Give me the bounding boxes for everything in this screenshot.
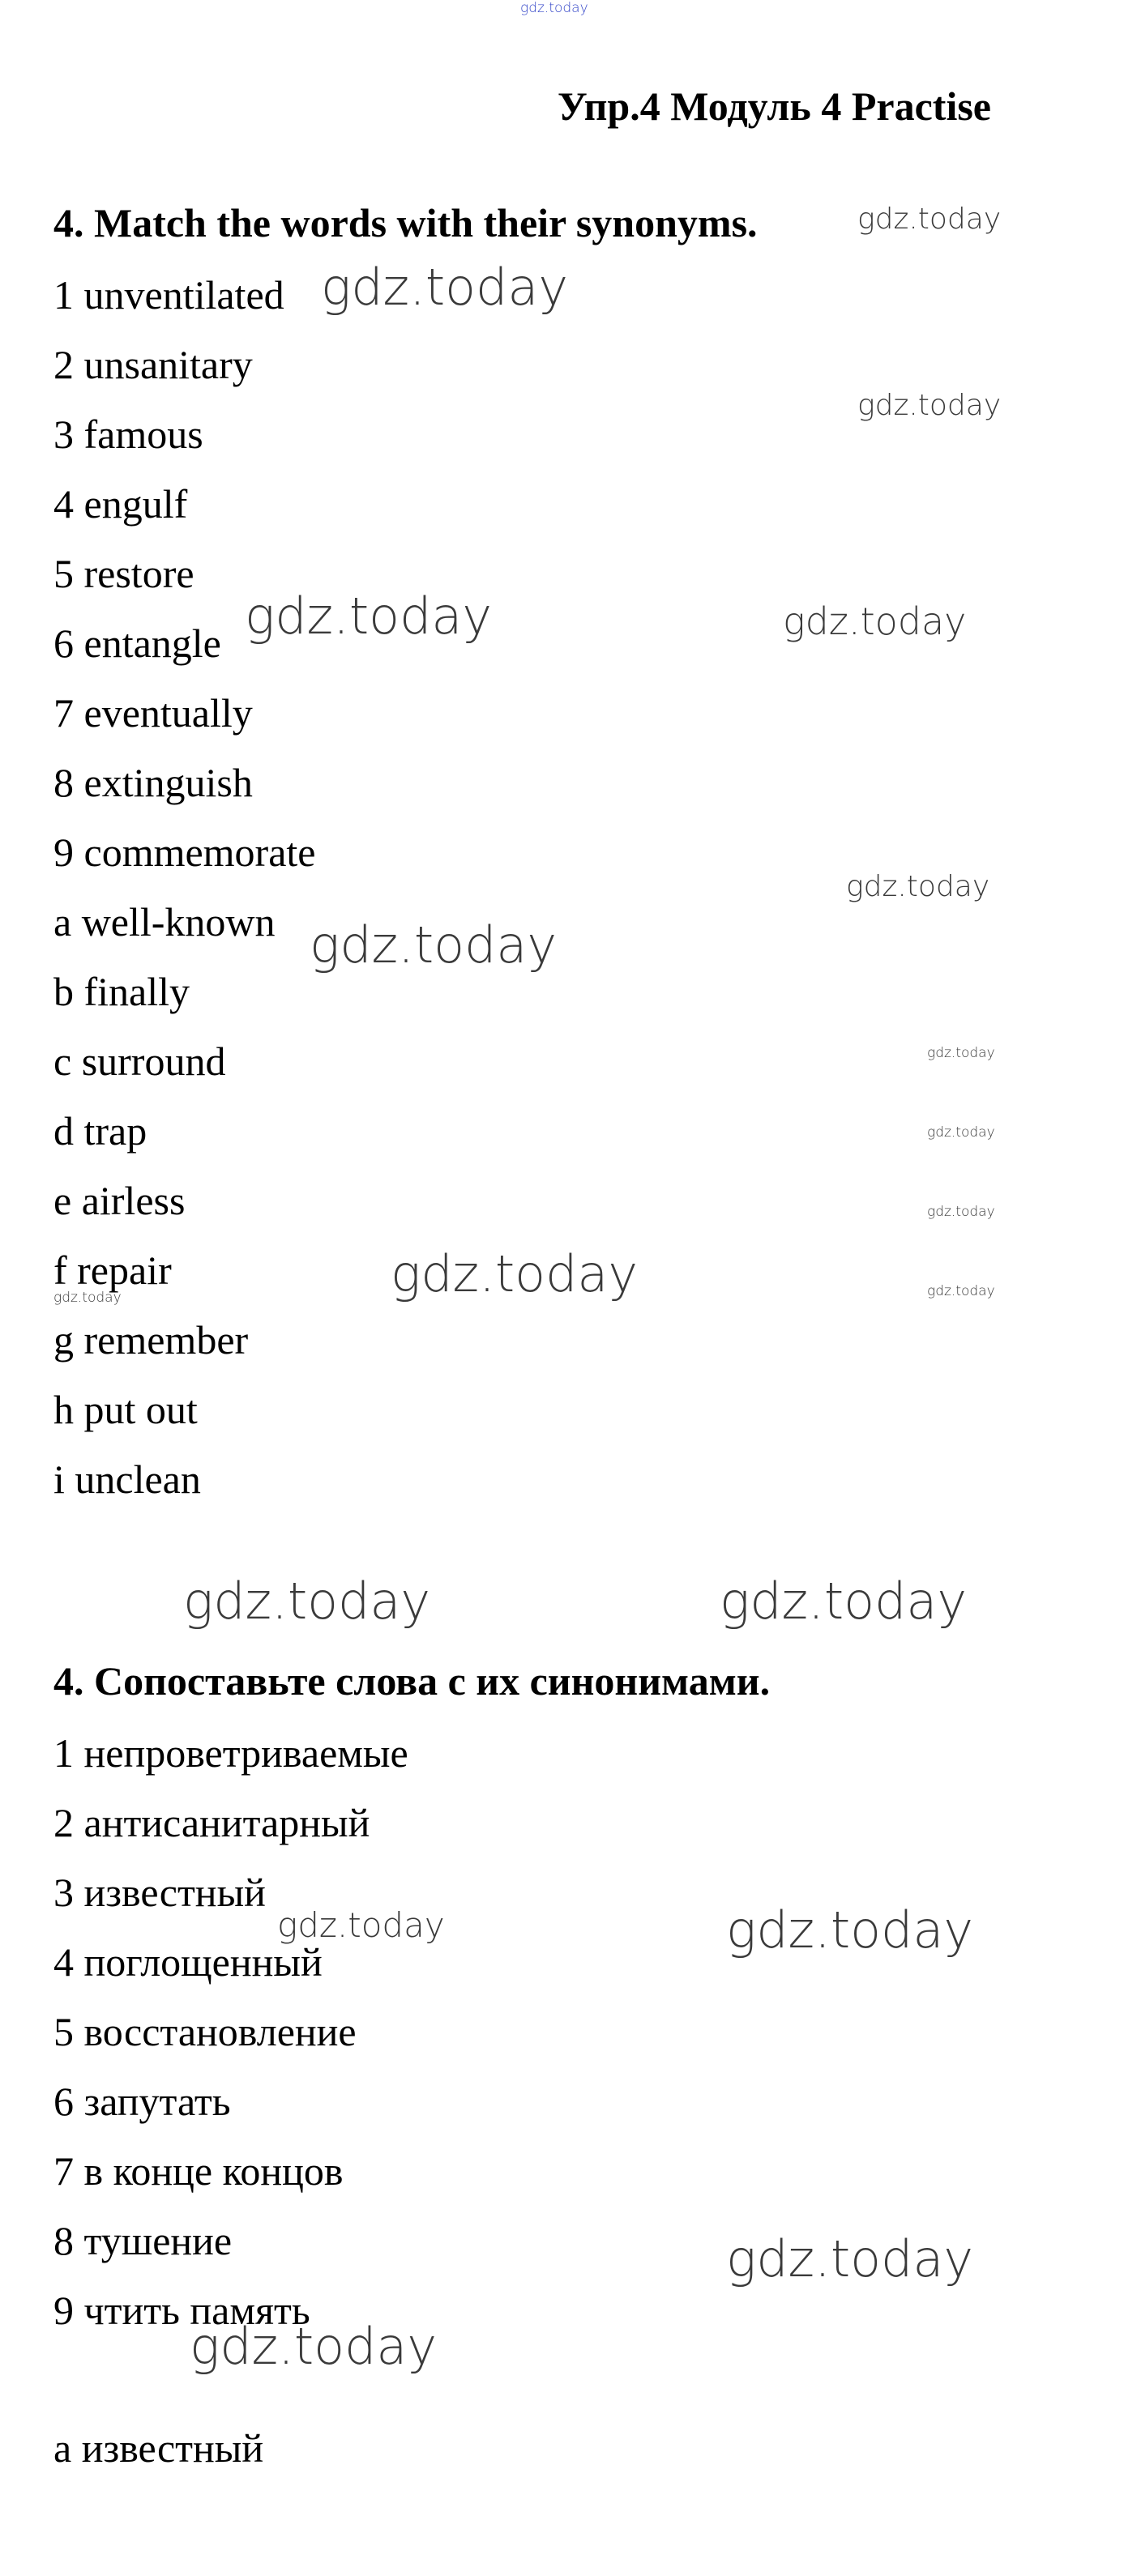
list-item: 3 famous bbox=[53, 412, 203, 457]
watermark: gdz.today bbox=[927, 1124, 995, 1141]
list-item: 2 unsanitary bbox=[53, 342, 253, 387]
list-item: b finally bbox=[53, 969, 190, 1014]
list-item: e airless bbox=[53, 1178, 186, 1223]
watermark: gdz.today bbox=[321, 258, 569, 317]
list-item: 1 непроветриваемые bbox=[53, 1730, 408, 1776]
list-item: g remember bbox=[53, 1317, 249, 1363]
list-item: 3 известный bbox=[53, 1870, 266, 1915]
list-item: 5 restore bbox=[53, 551, 194, 596]
exercise-heading-russian: 4. Сопоставьте слова с их синонимами. bbox=[53, 1658, 771, 1704]
watermark: gdz.today bbox=[726, 1900, 974, 1960]
list-item: i unclean bbox=[53, 1456, 201, 1502]
list-item: 1 unventilated bbox=[53, 272, 284, 318]
watermark: gdz.today bbox=[846, 870, 990, 903]
watermark: gdz.today bbox=[857, 389, 1002, 422]
list-item: 6 entangle bbox=[53, 621, 221, 666]
watermark: gdz.today bbox=[520, 0, 588, 16]
list-item: 4 поглощенный bbox=[53, 1939, 323, 1985]
page-title: Упр.4 Модуль 4 Practise bbox=[558, 83, 991, 129]
list-item: 8 extinguish bbox=[53, 760, 253, 805]
watermark: gdz.today bbox=[783, 599, 967, 643]
list-item: d trap bbox=[53, 1108, 147, 1154]
watermark: gdz.today bbox=[391, 1244, 639, 1303]
watermark: gdz.today bbox=[245, 586, 493, 646]
watermark: gdz.today bbox=[720, 1572, 968, 1631]
watermark: gdz.today bbox=[927, 1204, 995, 1220]
watermark: gdz.today bbox=[277, 1905, 445, 1945]
list-item: а известный bbox=[53, 2425, 264, 2471]
list-item: c surround bbox=[53, 1039, 226, 1084]
watermark: gdz.today bbox=[927, 1283, 995, 1299]
list-item: 7 в конце концов bbox=[53, 2148, 344, 2194]
list-item: 4 engulf bbox=[53, 481, 188, 527]
watermark: gdz.today bbox=[857, 203, 1002, 236]
exercise-heading-english: 4. Match the words with their synonyms. bbox=[53, 200, 758, 245]
list-item: 9 чтить память bbox=[53, 2288, 310, 2333]
watermark: gdz.today bbox=[927, 1045, 995, 1061]
watermark: gdz.today bbox=[183, 1572, 431, 1631]
list-item: 6 запутать bbox=[53, 2079, 231, 2124]
list-item: 5 восстановление bbox=[53, 2009, 357, 2054]
list-item: 9 commemorate bbox=[53, 830, 316, 875]
list-item: a well-known bbox=[53, 899, 276, 945]
list-item: 2 антисанитарный bbox=[53, 1800, 370, 1845]
list-item: 7 eventually bbox=[53, 690, 253, 736]
watermark: gdz.today bbox=[726, 2229, 974, 2288]
list-item: f repair bbox=[53, 1247, 172, 1293]
list-item: 8 тушение bbox=[53, 2218, 233, 2263]
watermark: gdz.today bbox=[190, 2317, 438, 2376]
watermark: gdz.today bbox=[310, 915, 558, 975]
watermark: gdz.today bbox=[53, 1290, 122, 1306]
list-item: h put out bbox=[53, 1387, 198, 1432]
